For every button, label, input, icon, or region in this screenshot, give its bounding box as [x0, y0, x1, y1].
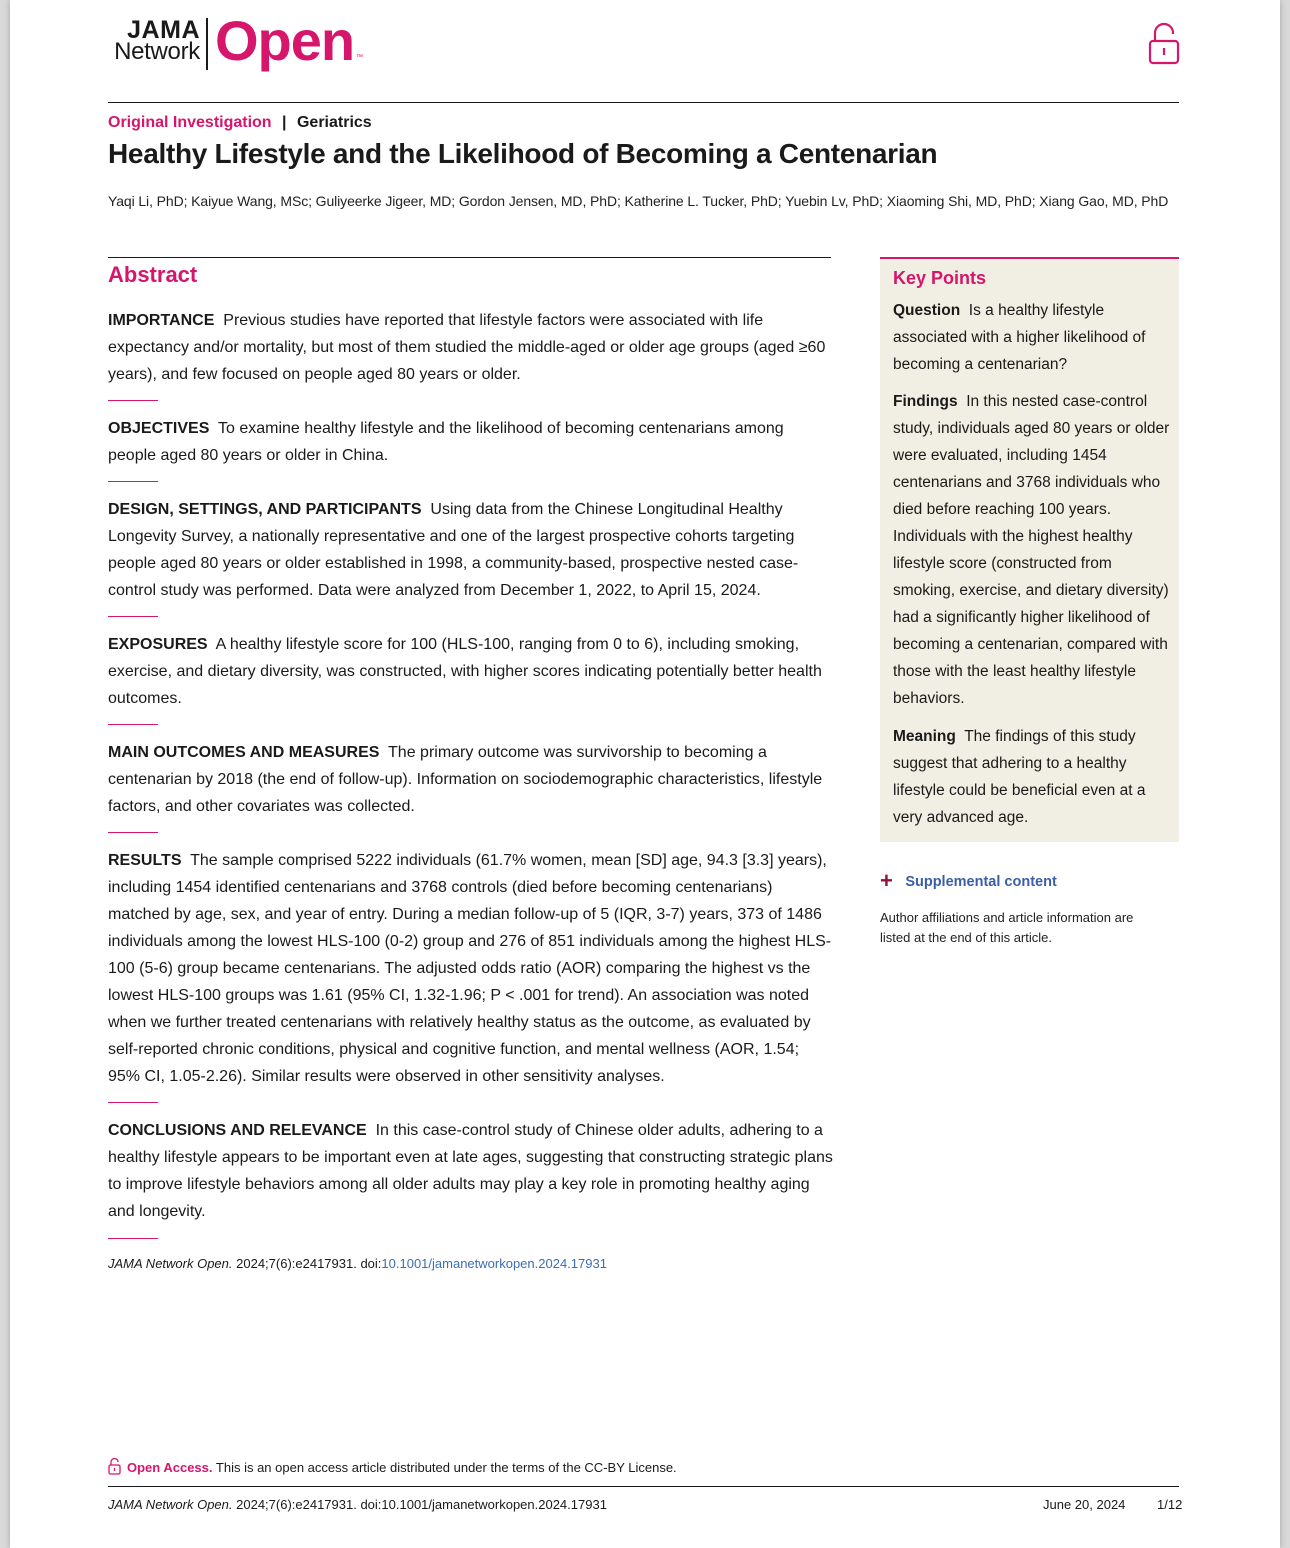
section-divider: [108, 1102, 158, 1103]
key-point-label: Question: [893, 302, 961, 319]
article-category: [108, 114, 372, 132]
abstract-conclusions: [108, 1117, 833, 1225]
section-text: In this case-control study of Chinese older adults, adhering to a healthy lifestyle appears to be important even at late ages, suggesting that constructing strategic plans to improve lifestyle behaviors among all older adults may play a key role in promoting healthy aging and longevity.: [108, 1122, 833, 1220]
abstract-results: [108, 847, 833, 1090]
key-point-findings: [893, 388, 1173, 712]
plus-icon: +: [880, 868, 893, 893]
supplemental-content-link[interactable]: [880, 868, 1057, 894]
author-list: Yaqi Li, PhD; Kaiyue Wang, MSc; Guliyeerke Jigeer, MD; Gordon Jensen, MD, PhD; Katherine L. Tucker, PhD; Yuebin Lv, PhD; Xiaoming Shi, MD, PhD; Xiang Gao, MD, PhD: [108, 193, 1169, 209]
abstract-outcomes: [108, 739, 833, 820]
abstract-exposures: [108, 631, 833, 712]
logo-divider: [206, 18, 208, 70]
section-label: IMPORTANCE: [108, 312, 215, 329]
section-label: EXPOSURES: [108, 636, 208, 653]
section-divider: [108, 400, 158, 401]
logo-network: Network: [114, 38, 200, 65]
section-divider: [108, 724, 158, 725]
key-point-text: The findings of this study suggest that adhering to a healthy lifestyle could be beneficial even at a very advanced age.: [893, 728, 1146, 826]
abstract-design: [108, 496, 833, 604]
footer-citation-text: 2024;7(6):e2417931. doi:10.1001/jamanetworkopen.2024.17931: [232, 1497, 607, 1512]
section-text: Previous studies have reported that lifestyle factors were associated with life expectancy and/or mortality, but most of them studied the middle-aged or older age groups (aged ≥60 years), and few focused on people aged 80 years or older.: [108, 312, 826, 383]
key-point-text: In this nested case-control study, individuals aged 80 years or older were evaluated, including 1454 centenarians and 3768 individuals who died before reaching 100 years. Individuals with the highest healthy lifestyle score (constructed from smoking, exercise, and dietary diversity) had a significantly higher likelihood of becoming a centenarian, compared with those with the least healthy lifestyle behaviors.: [893, 393, 1170, 707]
section-divider: [108, 616, 158, 617]
abstract-objectives: [108, 415, 833, 469]
section-label: CONCLUSIONS AND RELEVANCE: [108, 1122, 367, 1139]
publication-date: June 20, 2024: [1043, 1497, 1126, 1512]
key-point-text: Is a healthy lifestyle associated with a higher likelihood of becoming a centenarian?: [893, 302, 1146, 373]
section-text: Using data from the Chinese Longitudinal Healthy Longevity Survey, a nationally representative and one of the largest prospective cohorts targeting people aged 80 years or older established in 1998, a community-based, prospective nested case-control study was performed. Data were analyzed from December 1, 2022, to April 15, 2024.: [108, 501, 799, 599]
section-label: RESULTS: [108, 852, 182, 869]
small-lock-icon: [108, 1457, 121, 1478]
section-label: DESIGN, SETTINGS, AND PARTICIPANTS: [108, 501, 422, 518]
abstract-importance: [108, 307, 833, 388]
open-access-lock-icon[interactable]: [1147, 22, 1181, 66]
open-access-text: This is an open access article distributed under the terms of the CC-BY License.: [212, 1460, 677, 1475]
abstract-rule: [108, 257, 831, 258]
key-points-heading: Key Points: [893, 268, 987, 288]
logo-jama: JAMA: [127, 16, 200, 44]
citation-details: 2024;7(6):e2417931. doi:: [232, 1256, 382, 1271]
citation-journal: JAMA Network Open.: [108, 1256, 233, 1271]
abstract-heading: Abstract: [108, 262, 198, 287]
logo-tm: ™: [356, 54, 363, 61]
section-divider: [108, 832, 158, 833]
key-point-meaning: [893, 723, 1173, 831]
key-point-label: Findings: [893, 393, 958, 410]
section-label: OBJECTIVES: [108, 420, 210, 437]
author-affiliations-note: Author affiliations and article information are listed at the end of this article.: [880, 910, 1134, 945]
category-label[interactable]: Geriatrics: [296, 114, 372, 131]
page: [10, 0, 1280, 1548]
page-number: 1/12: [1157, 1497, 1183, 1512]
section-text: A healthy lifestyle score for 100 (HLS-100, ranging from 0 to 6), including smoking, exercise, and dietary diversity, was constructed, with higher scores indicating potentially better health outcomes.: [108, 636, 822, 707]
section-divider: [108, 1238, 158, 1239]
open-access-notice: [108, 1457, 677, 1478]
article-title: Healthy Lifestyle and the Likelihood of Becoming a Centenarian: [108, 138, 938, 169]
doi-link[interactable]: 10.1001/jamanetworkopen.2024.17931: [381, 1256, 607, 1271]
section-text: The primary outcome was survivorship to becoming a centenarian by 2018 (the end of follow-up). Information on sociodemographic characteristics, lifestyle factors, and other covariates was collected.: [108, 744, 823, 815]
section-text: To examine healthy lifestyle and the likelihood of becoming centenarians among people aged 80 years or older in China.: [108, 420, 784, 464]
journal-logo: [108, 9, 378, 74]
footer-citation: [108, 1497, 607, 1512]
open-access-label[interactable]: Open Access.: [127, 1460, 213, 1475]
header-rule: [108, 102, 1179, 103]
footer-rule: [108, 1486, 1179, 1487]
key-points-box: [880, 257, 1179, 842]
article-type[interactable]: Original Investigation: [108, 114, 272, 131]
key-point-label: Meaning: [893, 728, 956, 745]
section-label: MAIN OUTCOMES AND MEASURES: [108, 744, 380, 761]
section-divider: [108, 481, 158, 482]
category-divider: |: [282, 114, 287, 131]
footer-journal: JAMA Network Open.: [108, 1497, 233, 1512]
key-point-question: [893, 297, 1173, 378]
logo-open: Open: [215, 9, 355, 72]
supplemental-label: Supplemental content: [905, 874, 1057, 890]
abstract-citation: [108, 1256, 607, 1271]
section-text: The sample comprised 5222 individuals (61.7% women, mean [SD] age, 94.3 [3.3] years), including 1454 identified centenarians and 3768 controls (died before becoming centenarians) matched by age, sex, and year of entry. During a median follow-up of 5 (IQR, 3-7) years, 373 of 1486 individuals among the lowest HLS-100 (0-2) group and 276 of 851 individuals among the highest HLS-100 (5-6) group became centenarians. The adjusted odds ratio (AOR) comparing the highest vs the lowest HLS-100 groups was 1.61 (95% CI, 1.32-1.96; P < .001 for trend). An association was noted when we further treated centenarians with relatively healthy status as the outcome, as evaluated by self-reported chronic conditions, physical and cognitive function, and mental wellness (AOR, 1.54; 95% CI, 1.05-2.26). Similar results were observed in other sensitivity analyses.: [108, 852, 832, 1085]
